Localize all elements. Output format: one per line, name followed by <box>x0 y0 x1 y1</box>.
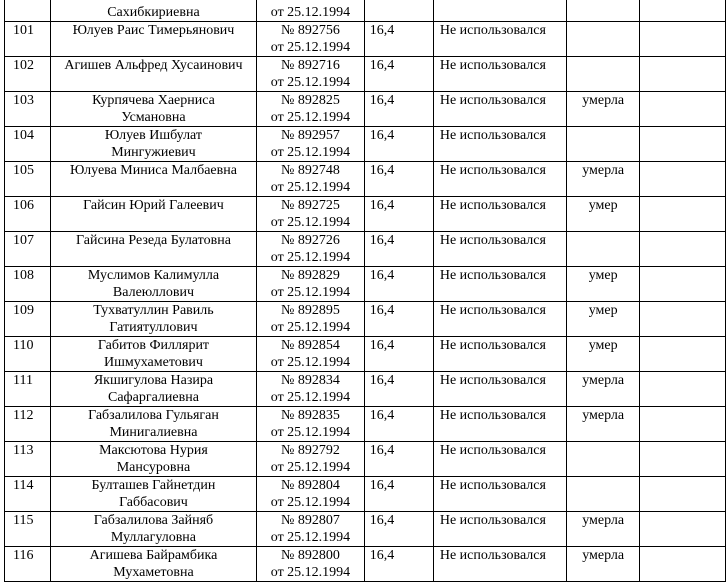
table-row <box>5 267 726 302</box>
name-line: Валеюллович <box>112 285 195 300</box>
table-row <box>5 337 726 372</box>
name-line: Муслимов Калимулла <box>87 268 220 283</box>
cell-name <box>50 512 257 547</box>
certificate-line: № 892957 <box>281 128 340 143</box>
area-value: 16,4 <box>369 93 395 108</box>
area-value: 16,4 <box>369 443 395 458</box>
certificate-line: от 25.12.1994 <box>270 565 351 580</box>
cell-area <box>364 92 433 127</box>
table-row <box>5 162 726 197</box>
cell-extra <box>639 372 725 407</box>
cell-area <box>364 442 433 477</box>
cell-usage <box>433 127 567 162</box>
cell-extra <box>639 162 725 197</box>
cell-area <box>364 0 433 22</box>
row-number: 116 <box>13 548 34 563</box>
cell-certificate <box>257 127 365 162</box>
cell-name <box>50 232 257 267</box>
note-text: умерла <box>582 163 625 178</box>
certificate-line: от 25.12.1994 <box>270 425 351 440</box>
cell-extra <box>639 477 725 512</box>
name-line: Агишев Альфред Хусаинович <box>64 58 243 73</box>
row-number: 102 <box>13 58 34 73</box>
usage-status: Не использовался <box>439 233 546 248</box>
name-line: Габзалилова Зайняб <box>93 513 214 528</box>
name-line: Юлуев Ишбулат <box>104 128 203 143</box>
usage-status: Не использовался <box>439 513 546 528</box>
area-value: 16,4 <box>369 513 395 528</box>
cell-name <box>50 0 257 22</box>
certificate-line: от 25.12.1994 <box>270 250 351 265</box>
cell-certificate <box>257 232 365 267</box>
name-line: Сафаргалиевна <box>107 390 199 405</box>
cell-extra <box>639 0 725 22</box>
usage-status: Не использовался <box>439 128 546 143</box>
certificate-line: от 25.12.1994 <box>270 530 351 545</box>
cell-usage <box>433 0 567 22</box>
cell-note <box>567 22 639 57</box>
note-text: умерла <box>582 93 625 108</box>
area-value: 16,4 <box>369 198 395 213</box>
table-row <box>5 197 726 232</box>
certificate-line: № 892804 <box>281 478 340 493</box>
cell-number <box>5 162 51 197</box>
cell-certificate <box>257 197 365 232</box>
cell-certificate <box>257 92 365 127</box>
note-text: умерла <box>582 548 625 563</box>
note-text: умер <box>588 268 618 283</box>
row-number: 111 <box>13 373 33 388</box>
table-body <box>5 0 726 582</box>
certificate-line: № 892792 <box>281 443 340 458</box>
note-text: умер <box>588 198 618 213</box>
row-number: 108 <box>13 268 34 283</box>
certificate-line: № 892829 <box>281 268 340 283</box>
certificate-line: от 25.12.1994 <box>270 355 351 370</box>
cell-note <box>567 442 639 477</box>
row-number: 109 <box>13 303 34 318</box>
cell-number <box>5 197 51 232</box>
note-text: умер <box>588 303 618 318</box>
certificate-line: от 25.12.1994 <box>270 110 351 125</box>
area-value: 16,4 <box>369 373 395 388</box>
usage-status: Не использовался <box>439 163 546 178</box>
certificate-line: от 25.12.1994 <box>270 180 351 195</box>
certificate-line: от 25.12.1994 <box>270 390 351 405</box>
area-value: 16,4 <box>369 128 395 143</box>
row-number: 112 <box>13 408 34 423</box>
cell-number <box>5 512 51 547</box>
cell-note <box>567 547 639 582</box>
area-value: 16,4 <box>369 163 395 178</box>
cell-usage <box>433 302 567 337</box>
cell-area <box>364 372 433 407</box>
cell-area <box>364 162 433 197</box>
table-row <box>5 512 726 547</box>
cell-usage <box>433 162 567 197</box>
cell-certificate <box>257 372 365 407</box>
name-line: Усмановна <box>121 110 186 125</box>
cell-extra <box>639 302 725 337</box>
cell-note <box>567 127 639 162</box>
name-line: Якшигулова Назира <box>93 373 214 388</box>
cell-number <box>5 267 51 302</box>
cell-name <box>50 372 257 407</box>
cell-area <box>364 302 433 337</box>
certificate-line: от 25.12.1994 <box>270 5 351 20</box>
cell-usage <box>433 547 567 582</box>
name-line: Мингужиевич <box>111 145 196 160</box>
name-line: Тухватуллин Равиль <box>93 303 214 318</box>
area-value: 16,4 <box>369 233 395 248</box>
cell-note <box>567 267 639 302</box>
name-line: Габитов Филлярит <box>97 338 210 353</box>
table-row <box>5 92 726 127</box>
cell-number <box>5 372 51 407</box>
cell-number <box>5 92 51 127</box>
table-row <box>5 232 726 267</box>
area-value: 16,4 <box>369 58 395 73</box>
certificate-line: № 892807 <box>281 513 340 528</box>
cell-extra <box>639 337 725 372</box>
cell-usage <box>433 407 567 442</box>
table-row-continuation <box>5 0 726 22</box>
name-line: Габбасович <box>119 495 188 510</box>
certificate-line: № 892756 <box>281 23 340 38</box>
table-row <box>5 407 726 442</box>
cell-area <box>364 232 433 267</box>
cell-name <box>50 477 257 512</box>
row-number: 110 <box>13 338 34 353</box>
cell-number <box>5 442 51 477</box>
name-line: Габзалилова Гульяган <box>88 408 219 423</box>
certificate-line: № 892854 <box>281 338 340 353</box>
cell-certificate <box>257 302 365 337</box>
cell-name <box>50 22 257 57</box>
name-line: Гайсин Юрий Галеевич <box>83 198 224 213</box>
cell-area <box>364 337 433 372</box>
certificate-line: от 25.12.1994 <box>270 40 351 55</box>
cell-name <box>50 267 257 302</box>
cell-name <box>50 302 257 337</box>
certificate-line: № 892748 <box>281 163 340 178</box>
cell-name <box>50 92 257 127</box>
cell-note <box>567 232 639 267</box>
usage-status: Не использовался <box>439 443 546 458</box>
certificate-line: № 892800 <box>281 548 340 563</box>
cell-certificate <box>257 162 365 197</box>
cell-certificate <box>257 407 365 442</box>
cell-area <box>364 407 433 442</box>
row-number: 105 <box>13 163 34 178</box>
usage-status: Не использовался <box>439 93 546 108</box>
cell-area <box>364 127 433 162</box>
cell-extra <box>639 512 725 547</box>
cell-area <box>364 267 433 302</box>
cell-extra <box>639 22 725 57</box>
row-number: 104 <box>13 128 34 143</box>
certificate-line: № 892825 <box>281 93 340 108</box>
row-number: 107 <box>13 233 34 248</box>
certificate-line: от 25.12.1994 <box>270 495 351 510</box>
cell-certificate <box>257 512 365 547</box>
cell-number <box>5 477 51 512</box>
cell-extra <box>639 127 725 162</box>
table-row <box>5 302 726 337</box>
cell-usage <box>433 512 567 547</box>
cell-note <box>567 407 639 442</box>
name-line: Муллагуловна <box>110 530 197 545</box>
cell-usage <box>433 197 567 232</box>
cell-note <box>567 512 639 547</box>
cell-name <box>50 547 257 582</box>
row-number: 106 <box>13 198 34 213</box>
certificate-line: № 892726 <box>281 233 340 248</box>
name-line: Минигалиевна <box>109 425 198 440</box>
name-line: Максютова Нурия <box>99 443 208 458</box>
name-line: Гайсина Резеда Булатовна <box>76 233 231 248</box>
certificate-line: от 25.12.1994 <box>270 145 351 160</box>
cell-number <box>5 407 51 442</box>
cell-name <box>50 442 257 477</box>
cell-extra <box>639 92 725 127</box>
cell-area <box>364 512 433 547</box>
cell-note <box>567 162 639 197</box>
usage-status: Не использовался <box>439 478 546 493</box>
row-number: 101 <box>13 23 34 38</box>
cell-certificate <box>257 442 365 477</box>
certificate-line: № 892725 <box>281 198 340 213</box>
cell-extra <box>639 267 725 302</box>
cell-extra <box>639 57 725 92</box>
cell-extra <box>639 232 725 267</box>
table-row <box>5 22 726 57</box>
cell-certificate <box>257 337 365 372</box>
table-row <box>5 477 726 512</box>
usage-status: Не использовался <box>439 303 546 318</box>
cell-number <box>5 337 51 372</box>
area-value: 16,4 <box>369 23 395 38</box>
cell-usage <box>433 57 567 92</box>
name-line: Агишева Байрамбика <box>89 548 218 563</box>
usage-status: Не использовался <box>439 58 546 73</box>
cell-number <box>5 232 51 267</box>
usage-status: Не использовался <box>439 198 546 213</box>
land-share-table <box>4 0 726 582</box>
cell-usage <box>433 442 567 477</box>
name-line: Сахибкириевна <box>107 5 200 20</box>
cell-name <box>50 407 257 442</box>
name-line: Гатиятуллович <box>109 320 198 335</box>
cell-area <box>364 22 433 57</box>
cell-usage <box>433 92 567 127</box>
table-row <box>5 442 726 477</box>
cell-usage <box>433 337 567 372</box>
note-text: умерла <box>582 408 625 423</box>
cell-area <box>364 57 433 92</box>
usage-status: Не использовался <box>439 268 546 283</box>
cell-area <box>364 477 433 512</box>
cell-usage <box>433 232 567 267</box>
cell-usage <box>433 372 567 407</box>
cell-extra <box>639 442 725 477</box>
name-line: Юлуева Миниса Малбаевна <box>69 163 237 178</box>
certificate-line: от 25.12.1994 <box>270 320 351 335</box>
cell-note <box>567 0 639 22</box>
note-text: умерла <box>582 373 625 388</box>
cell-name <box>50 127 257 162</box>
cell-extra <box>639 547 725 582</box>
cell-usage <box>433 477 567 512</box>
row-number: 114 <box>13 478 34 493</box>
cell-usage <box>433 22 567 57</box>
name-line: Курпячева Хаерниса <box>92 93 215 108</box>
table-row <box>5 547 726 582</box>
cell-certificate <box>257 547 365 582</box>
land-share-table-page <box>4 0 726 582</box>
note-text: умерла <box>582 513 625 528</box>
area-value: 16,4 <box>369 548 395 563</box>
cell-certificate <box>257 0 365 22</box>
cell-number <box>5 127 51 162</box>
cell-certificate <box>257 267 365 302</box>
name-line: Булташев Гайнетдин <box>91 478 216 493</box>
name-line: Ишмухаметович <box>103 355 203 370</box>
usage-status: Не использовался <box>439 548 546 563</box>
certificate-line: № 892716 <box>281 58 340 73</box>
name-line: Мансуровна <box>116 460 191 475</box>
certificate-line: № 892895 <box>281 303 340 318</box>
row-number: 103 <box>13 93 34 108</box>
row-number: 115 <box>13 513 34 528</box>
name-line: Юлуев Раис Тимерьянович <box>72 23 235 38</box>
certificate-line: от 25.12.1994 <box>270 215 351 230</box>
cell-usage <box>433 267 567 302</box>
cell-number <box>5 57 51 92</box>
table-row <box>5 57 726 92</box>
cell-extra <box>639 407 725 442</box>
cell-note <box>567 477 639 512</box>
area-value: 16,4 <box>369 268 395 283</box>
certificate-line: от 25.12.1994 <box>270 285 351 300</box>
row-number: 113 <box>13 443 34 458</box>
certificate-line: № 892834 <box>281 373 340 388</box>
cell-note <box>567 197 639 232</box>
note-text: умер <box>588 338 618 353</box>
usage-status: Не использовался <box>439 338 546 353</box>
cell-note <box>567 57 639 92</box>
cell-name <box>50 57 257 92</box>
cell-area <box>364 197 433 232</box>
cell-certificate <box>257 477 365 512</box>
area-value: 16,4 <box>369 303 395 318</box>
cell-certificate <box>257 22 365 57</box>
certificate-line: от 25.12.1994 <box>270 75 351 90</box>
cell-note <box>567 337 639 372</box>
cell-extra <box>639 197 725 232</box>
cell-number <box>5 302 51 337</box>
certificate-line: от 25.12.1994 <box>270 460 351 475</box>
table-row <box>5 372 726 407</box>
cell-note <box>567 302 639 337</box>
cell-name <box>50 197 257 232</box>
name-line: Мухаметовна <box>113 565 194 580</box>
cell-name <box>50 162 257 197</box>
table-row <box>5 127 726 162</box>
cell-area <box>364 547 433 582</box>
cell-note <box>567 92 639 127</box>
usage-status: Не использовался <box>439 408 546 423</box>
cell-name <box>50 337 257 372</box>
area-value: 16,4 <box>369 338 395 353</box>
cell-number <box>5 0 51 22</box>
area-value: 16,4 <box>369 478 395 493</box>
cell-certificate <box>257 57 365 92</box>
cell-number <box>5 547 51 582</box>
cell-note <box>567 372 639 407</box>
usage-status: Не использовался <box>439 373 546 388</box>
cell-number <box>5 22 51 57</box>
usage-status: Не использовался <box>439 23 546 38</box>
area-value: 16,4 <box>369 408 395 423</box>
certificate-line: № 892835 <box>281 408 340 423</box>
